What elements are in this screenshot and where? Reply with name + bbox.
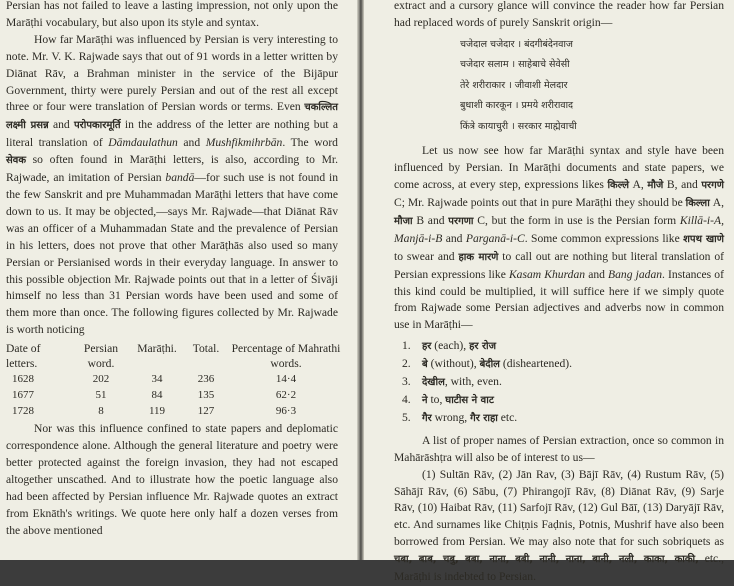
text-run: A, bbox=[709, 196, 725, 210]
devanagari-text: किल्ला bbox=[685, 198, 710, 210]
list-number: 1. bbox=[402, 339, 411, 353]
book-gutter bbox=[357, 0, 364, 560]
text-run: to swear and bbox=[394, 249, 459, 263]
list-number: 4. bbox=[402, 393, 411, 406]
devanagari-text: हर bbox=[422, 341, 432, 353]
table-header: Date of letters. bbox=[6, 342, 41, 371]
table-header: Percentage of Mahrathi words. bbox=[231, 342, 341, 371]
devanagari-text: घाटीस ने वाट bbox=[445, 395, 494, 406]
paragraph bbox=[6, 421, 338, 539]
text-run: etc. bbox=[497, 410, 518, 424]
table-cell: 96·3 bbox=[275, 405, 297, 418]
right-page bbox=[364, 0, 734, 584]
table-cell: 236 bbox=[197, 373, 215, 386]
italic-text: Bang jadan bbox=[608, 267, 663, 281]
table-row bbox=[6, 403, 342, 419]
text-run: B, and bbox=[663, 178, 702, 192]
table-header: Total. bbox=[192, 342, 220, 356]
italic-text: Parganā-i-C bbox=[465, 231, 525, 245]
list-item bbox=[394, 338, 724, 356]
table-cell: 14·4 bbox=[275, 373, 297, 386]
text-run: Persian has not failed to leave a lasting impression, not only upon the Marāṭhi vocabulary, but also upon its style and syntax. bbox=[6, 0, 338, 29]
text-run: A, bbox=[629, 178, 648, 192]
text-run: etc., Marāṭhi is indebted to Persian. bbox=[394, 552, 724, 584]
text-run: A list of proper names of Persian extraction, once so common in Mahārāshṭra will also be of interest to us— bbox=[394, 433, 724, 464]
devanagari-text: बे bbox=[422, 359, 428, 371]
verse-block bbox=[394, 35, 724, 138]
text-run: C, but the form in use is the Persian form bbox=[473, 213, 680, 227]
text-run: and bbox=[177, 136, 206, 150]
table-cell: 51 bbox=[95, 389, 107, 402]
word-count-table bbox=[6, 341, 342, 419]
table-cell: 62·2 bbox=[275, 389, 297, 402]
devanagari-text: बबी, नानी, नाना, बानी, नली, काका, काकी, bbox=[515, 554, 699, 566]
devanagari-text: चकल्लित लक्ष्मी प्रसन्न bbox=[6, 102, 338, 132]
list-item bbox=[394, 392, 724, 410]
verse-line: चजेदाल चजेदार । बंदगीबंदेनवाज bbox=[460, 38, 573, 50]
italic-text: Dāmdaulathun bbox=[108, 136, 178, 150]
table-row bbox=[6, 371, 342, 387]
devanagari-text: चबा, बाब, चबु, बबा, नाना, bbox=[394, 554, 510, 566]
table-row bbox=[6, 387, 342, 403]
table-cell: 202 bbox=[92, 373, 110, 386]
list-number: 2. bbox=[402, 357, 411, 371]
devanagari-text: ने bbox=[422, 395, 428, 406]
right-body bbox=[394, 0, 724, 586]
paragraph bbox=[394, 0, 724, 32]
text-run: (disheartened). bbox=[499, 357, 573, 371]
paragraph bbox=[6, 32, 338, 339]
table-header: Marāṭhi. bbox=[137, 342, 177, 356]
verse-line: चजेदार सलाम । साहेबाचे सेवेसी bbox=[460, 59, 570, 71]
devanagari-text: किल्ले bbox=[607, 180, 629, 192]
text-run: to call out are nothing but literal translation of Persian expressions like bbox=[394, 249, 725, 281]
text-run: Let us now see how far Marāṭhi syntax and style have been influenced by Persian. In Marāṭhi documents and state papers, we come across, at every step, expressions likes bbox=[394, 144, 724, 192]
word-list bbox=[394, 338, 724, 428]
table-header: Persian word. bbox=[83, 342, 119, 371]
devanagari-text: परगणा bbox=[448, 215, 474, 227]
devanagari-text: मौजे bbox=[647, 180, 664, 192]
devanagari-text: परगणे bbox=[701, 180, 724, 192]
text-run: wrong, bbox=[431, 410, 471, 424]
verse-line: तेरे शरीराकार । जीवाशी मेलदार bbox=[460, 79, 568, 91]
devanagari-text: बेदील bbox=[479, 359, 500, 371]
left-body bbox=[6, 0, 341, 539]
table-cell: 8 bbox=[98, 405, 104, 418]
text-run: extract and a cursory glance will convince the reader how far Persian had replaced words of purely Sanskrit origin— bbox=[394, 0, 724, 29]
text-run: and bbox=[442, 231, 466, 245]
devanagari-text: मौजा bbox=[394, 215, 413, 227]
devanagari-text: हर रोज bbox=[469, 341, 497, 353]
text-run: and bbox=[585, 267, 609, 281]
paragraph bbox=[6, 0, 338, 32]
italic-text: Kasam Khurdan bbox=[508, 267, 586, 281]
list-item bbox=[394, 410, 724, 428]
text-run: to, bbox=[427, 393, 446, 406]
italic-text: Mushfikmihrbān bbox=[205, 136, 283, 150]
text-run: How far Marāṭhi was influenced by Persian is very interesting to note. Mr. V. K. Rajwade says that out of 91 words in a letter written by Diānat Rāv, a Brahman minister in the service of the Bijāpur Government, thirty were purely Persian and out of the rest all except three or four were translation of Persian words or terms. Even bbox=[6, 32, 338, 114]
devanagari-text: शपथ खाणे bbox=[683, 233, 724, 245]
table-cell: 135 bbox=[197, 389, 215, 402]
text-run: (1) Sultān Rāv, (2) Jān Rav, (3) Bājī Rāv, (4) Rustum Rāv, (5) Sāhājī Rāv, (6) Sābu, (7) Phirangojī Rāv, (8) Diānat Rāv, (9) Sarje Rāv, (10) Haibat Rāv, (11) Sarfojī Rāv, (12) Gul Bāī, (13) Daryājī Rāv, etc. And surnames like Chiṭṇis Faḍnis, Potnis, Mushrif have also been borrowed from Persian. We may also note that for such sobriquets as bbox=[394, 467, 724, 549]
left-page bbox=[0, 0, 357, 560]
text-run: so often found in Marāṭhi letters, is also, according to Mr. Rajwade, an imitation of Persian bbox=[6, 153, 338, 185]
table-cell: 127 bbox=[197, 405, 215, 418]
text-run: . Some common expressions like bbox=[524, 231, 684, 245]
text-run: (without), bbox=[427, 357, 480, 371]
list-item bbox=[394, 356, 724, 374]
verse-line: बुधाशी कारकून । प्रमये शरीरावाद bbox=[460, 100, 574, 112]
italic-text: Killā-i-A, Manjā-i-B bbox=[394, 213, 724, 245]
text-run: . Instances of this kind could be multiplied, it will suffice here if we simply quote from Rajwade some Persian adjectives and adverbs now in common use in Marāṭhi— bbox=[394, 267, 724, 332]
devanagari-text: सेवक bbox=[6, 155, 26, 167]
table-cell: 1728 bbox=[12, 405, 34, 418]
devanagari-text: परोपकारमूर्ति bbox=[73, 120, 121, 132]
table-cell: 1628 bbox=[12, 373, 34, 386]
italic-text: bandā bbox=[165, 171, 195, 185]
text-run: Nor was this influence confined to state papers and deplomatic correspondence alone. Although the general literature and poetry were better protected against the foreign invasion, they had not escaped altogether unscathed. And to illustrate how the poetic language also had been affected by Persian influence Mr. Rajwade quotes an extract from Eknāth's writings. We quote here only half a dozen verses from the above mentioned bbox=[6, 422, 338, 537]
list-number: 5. bbox=[402, 410, 411, 424]
verse-line: किंत्रे कायाचुरी । सरकार माह्मेवाची bbox=[460, 120, 577, 132]
text-run: C; Mr. Rajwade points out that in pure Marāṭhi they should be bbox=[394, 196, 686, 210]
paragraph bbox=[394, 433, 724, 467]
paragraph bbox=[394, 467, 724, 586]
text-run: —for such use is not found in the few Sanskrit and pre Muhammadan Marāṭhi letters that have come down to us. It may be objected,—says Mr. Rajwade—that Diānat Rāv was an officer of a Muhammadan State and the prevalence of Persian in his letters, does not prove that other Marāṭhās also used so many Persian or Persianised words in their everyday language. In answer to this possible objection Mr. Rajwade points out that in a letter of Śivāji himself no less than 31 Persian words have been used and some of them more than once. The following figures collected by Mr. Rajwade is worth noticing bbox=[6, 171, 339, 337]
devanagari-text: गैर bbox=[422, 412, 432, 424]
text-run: (each), bbox=[431, 339, 470, 353]
list-number: 3. bbox=[402, 375, 411, 389]
table-header-row bbox=[6, 341, 342, 371]
devanagari-text: गैर राहा bbox=[470, 412, 498, 424]
text-run: , with, even. bbox=[444, 375, 502, 389]
text-run: in the address of the letter are nothing but a literal translation of bbox=[6, 118, 338, 150]
devanagari-text: देखील bbox=[422, 377, 445, 389]
text-run: B and bbox=[412, 213, 449, 227]
table-cell: 34 bbox=[151, 373, 163, 386]
table-cell: 119 bbox=[148, 405, 166, 418]
list-item bbox=[394, 374, 724, 392]
table-cell: 1677 bbox=[12, 389, 34, 402]
paragraph bbox=[394, 143, 724, 334]
text-run: . The word bbox=[282, 136, 338, 150]
text-run: and bbox=[48, 118, 74, 132]
table-cell: 84 bbox=[151, 389, 163, 402]
devanagari-text: हाक मारणे bbox=[458, 251, 499, 263]
